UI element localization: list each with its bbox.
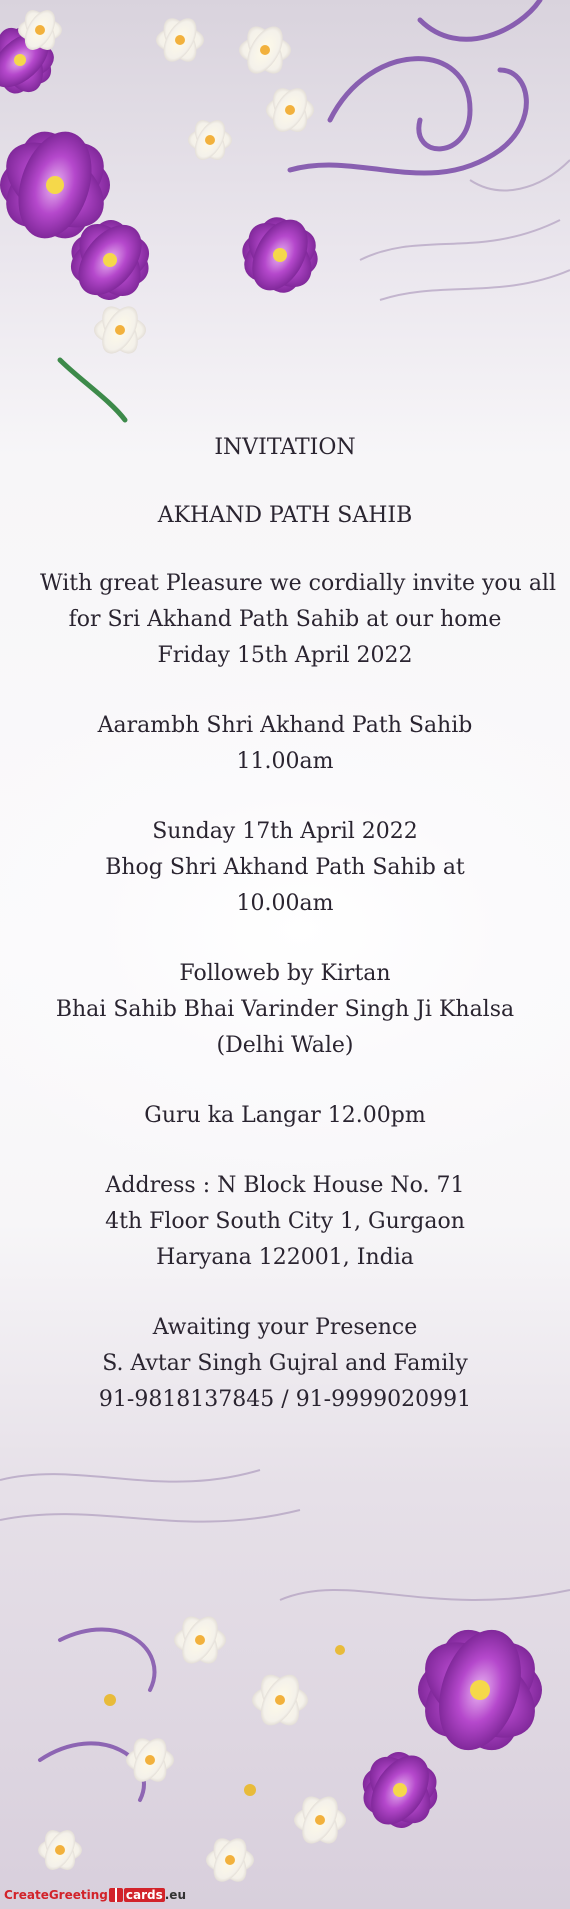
gift-icon bbox=[109, 1888, 123, 1902]
kirtan-line: Followeb by Kirtan bbox=[179, 961, 391, 986]
closing: Awaiting your Presence bbox=[152, 1315, 418, 1340]
start-title: Aarambh Shri Akhand Path Sahib bbox=[97, 713, 473, 738]
white-flower-icon bbox=[38, 1610, 346, 1887]
address-line-2: 4th Floor South City 1, Gurgaon bbox=[105, 1209, 465, 1234]
kirtan-origin: (Delhi Wale) bbox=[216, 1033, 354, 1058]
heading: INVITATION bbox=[214, 435, 356, 460]
end-title: Bhog Shri Akhand Path Sahib at bbox=[105, 855, 465, 880]
phones: 91-9818137845 / 91-9999020991 bbox=[98, 1387, 472, 1412]
intro-line-1: With great Pleasure we cordially invite you all bbox=[40, 571, 557, 596]
start-date: Friday 15th April 2022 bbox=[157, 643, 413, 668]
start-time: 11.00am bbox=[236, 749, 334, 774]
host: S. Avtar Singh Gujral and Family bbox=[102, 1351, 468, 1376]
address-line-1: Address : N Block House No. 71 bbox=[105, 1173, 465, 1198]
intro-line-2: for Sri Akhand Path Sahib at our home bbox=[68, 607, 502, 632]
end-time: 10.00am bbox=[236, 891, 334, 916]
purple-flower-icon bbox=[356, 1619, 553, 1835]
invitation-text bbox=[40, 430, 557, 1418]
event-name: AKHAND PATH SAHIB bbox=[157, 503, 413, 528]
langar: Guru ka Langar 12.00pm bbox=[144, 1103, 426, 1128]
address-line-3: Haryana 122001, India bbox=[156, 1245, 414, 1270]
end-date: Sunday 17th April 2022 bbox=[152, 819, 418, 844]
kirtan-performer: Bhai Sahib Bhai Varinder Singh Ji Khalsa bbox=[55, 997, 515, 1022]
brand-logo[interactable]: CreateGreeting cards .eu bbox=[4, 1888, 186, 1902]
